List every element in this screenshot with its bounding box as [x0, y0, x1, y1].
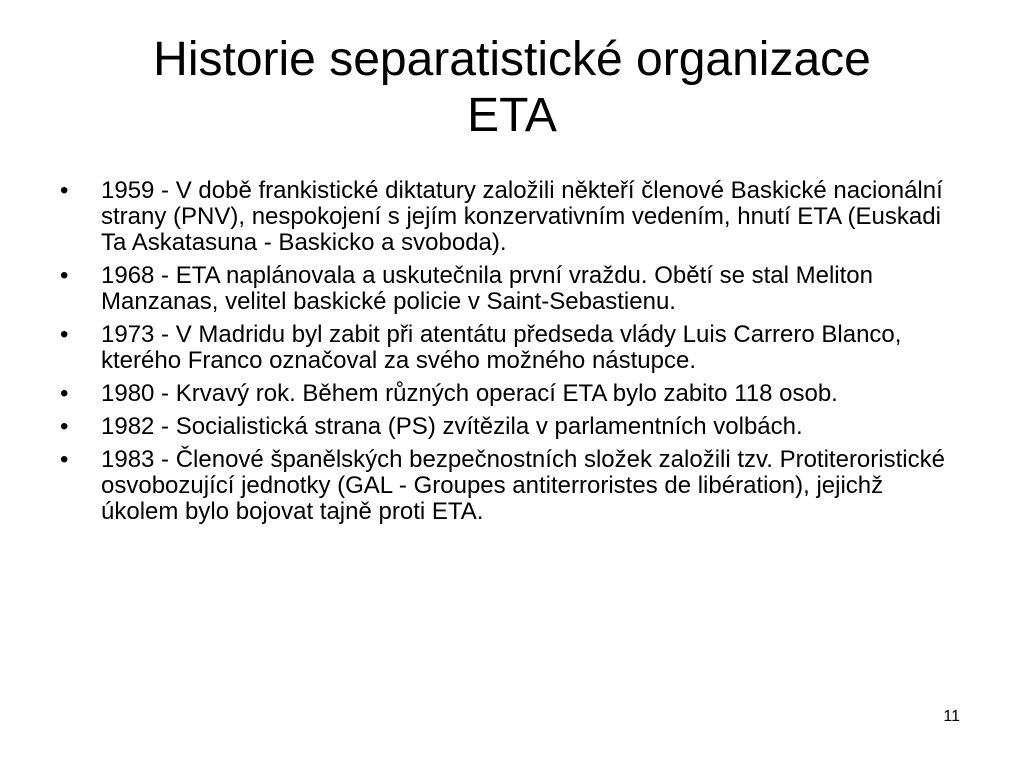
bullet-icon: • [60, 446, 69, 473]
slide-number: 11 [943, 708, 960, 725]
bullet-text: 1973 - V Madridu byl zabit při atentátu předseda vlády Luis Carrero Blanco, kterého Franco označoval za svého možného nástupce. [101, 321, 902, 374]
bullet-item-1980 [60, 381, 965, 407]
bullet-icon: • [60, 177, 69, 204]
bullet-icon: • [60, 413, 69, 440]
bullet-item-1983 [60, 447, 965, 525]
bullet-icon: • [60, 262, 69, 289]
bullet-text: 1968 - ETA naplánovala a uskutečnila první vraždu. Obětí se stal Meliton Manzanas, velitel baskické policie v Saint-Sebastienu. [101, 262, 873, 315]
bullet-text: 1980 - Krvavý rok. Během různých operací ETA bylo zabito 118 osob. [101, 380, 838, 407]
bullet-item-1968 [60, 263, 965, 315]
slide-title [40, 32, 984, 144]
bullet-icon: • [60, 380, 69, 407]
bullet-text: 1982 - Socialistická strana (PS) zvítězila v parlamentních volbách. [101, 413, 803, 440]
bullet-item-1959 [60, 178, 965, 256]
slide-title-line-2: ETA [467, 89, 557, 142]
bullet-list [60, 178, 965, 532]
bullet-text: 1959 - V době frankistické diktatury založili někteří členové Baskické nacionální strany (PNV), nespokojení s jejím konzervativním vedením, hnutí ETA (Euskadi Ta Askatasuna - Baskicko a svoboda). [101, 177, 943, 256]
slide-title-line-1: Historie separatistické organizace [153, 33, 871, 86]
bullet-item-1973 [60, 322, 965, 374]
bullet-text: 1983 - Členové španělských bezpečnostních složek založili tzv. Protiteroristické osvobozující jednotky (GAL - Groupes antiterroristes de libération), jejichž úkolem bylo bojovat tajně proti ETA. [101, 446, 945, 525]
bullet-icon: • [60, 321, 69, 348]
bullet-item-1982 [60, 414, 965, 440]
